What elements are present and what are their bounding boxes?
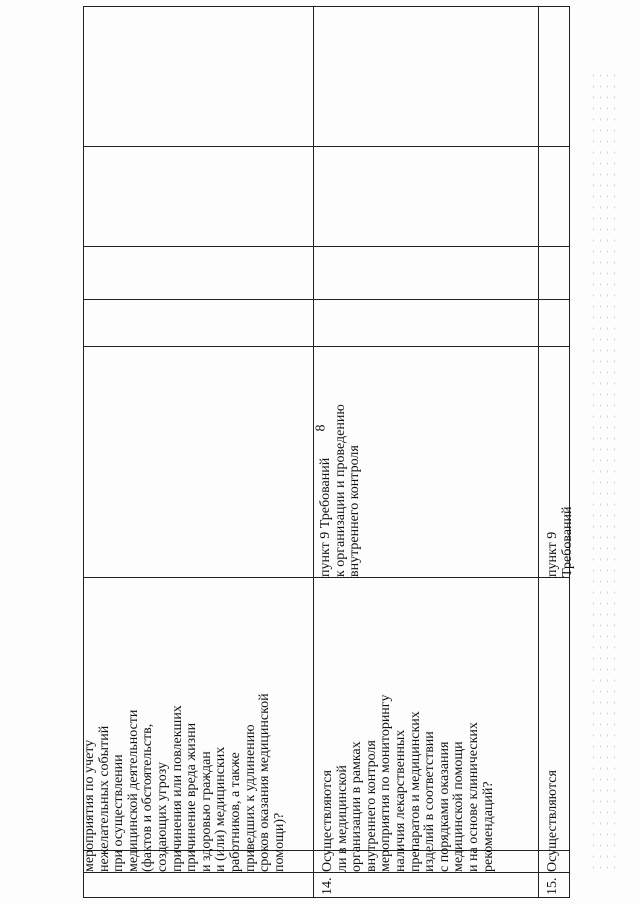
table-border-left bbox=[83, 897, 570, 898]
column-divider bbox=[83, 872, 570, 873]
table-border-right bbox=[83, 6, 570, 7]
row-divider bbox=[313, 6, 314, 898]
column-divider bbox=[83, 146, 570, 147]
row-divider bbox=[538, 6, 539, 898]
column-divider bbox=[83, 577, 570, 578]
row-divider bbox=[569, 6, 570, 898]
row-15-question: Осуществляются bbox=[545, 770, 560, 872]
column-divider bbox=[83, 346, 570, 347]
row-14-question: Осуществляются ли в медицинской организации в рамках внутреннего контроля мероприятия по мониторингу наличия лекарственных препаратов и медицинских изделий в соответствии с порядками оказания медицинской помощи и на основе клинических рекомендаций? bbox=[320, 694, 496, 872]
column-divider bbox=[83, 246, 570, 247]
row-14-number: 14. bbox=[320, 877, 335, 895]
row-15-reference: пункт 9 Требований bbox=[545, 506, 575, 577]
scan-noise bbox=[590, 70, 620, 870]
page-number: 8 bbox=[313, 424, 329, 432]
requirements-table bbox=[82, 6, 575, 898]
column-divider bbox=[83, 299, 570, 300]
row-14-reference: пункт 9 Требований к организации и проведению внутреннего контроля bbox=[318, 404, 363, 577]
row-13-question: мероприятия по учету нежелательных событий при осуществлении медицинской деятельности (фактов и обстоятельств, создающих угрозу причинения или повлекших причинение вреда жизни и здоровью граждан и (или) медицинских работников, а также приведших к удлинению сроков оказания медицинской помощи)? bbox=[82, 693, 287, 872]
row-15-number: 15. bbox=[545, 877, 560, 895]
